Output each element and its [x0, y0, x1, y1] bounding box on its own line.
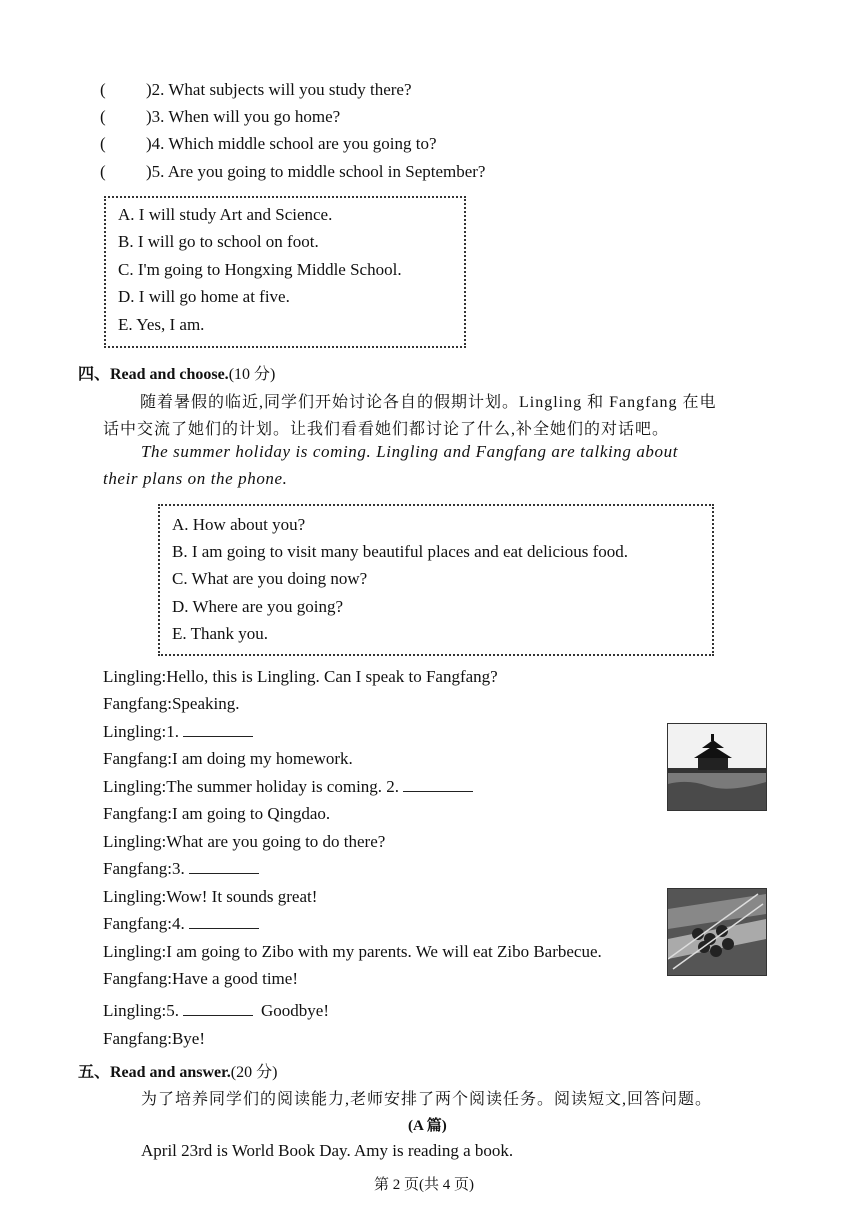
option-c: C. I'm going to Hongxing Middle School. — [118, 260, 402, 279]
answer-blank-5[interactable] — [183, 1001, 253, 1016]
answer-blank-4[interactable] — [189, 914, 259, 929]
option-c: C. What are you doing now? — [172, 569, 368, 588]
option-e: E. Thank you. — [172, 624, 269, 643]
answer-blank-2[interactable] — [403, 777, 473, 792]
dialogue-line: Lingling:Hello, this is Lingling. Can I speak to Fangfang? — [103, 667, 498, 686]
dialogue-line: Lingling:5. Goodbye! — [103, 1001, 330, 1020]
question-4: ( )4. Which middle school are you going to? — [100, 134, 437, 153]
option-e: E. Yes, I am. — [118, 315, 205, 334]
question-3: ( )3. When will you go home? — [100, 107, 341, 126]
option-b: B. I am going to visit many beautiful places and eat delicious food. — [172, 542, 629, 561]
dialogue-line: Fangfang:I am doing my homework. — [103, 749, 353, 768]
section-4-en-line-2: their plans on the phone. — [103, 469, 288, 488]
zibo-barbecue-photo — [667, 888, 767, 976]
option-d: D. Where are you going? — [172, 597, 344, 616]
dialogue-line: Lingling:1. — [103, 722, 253, 742]
option-a: A. How about you? — [172, 515, 306, 534]
options-box-1 — [104, 196, 466, 348]
dialogue-line: Fangfang:4. — [103, 914, 259, 934]
answer-blank-1[interactable] — [183, 722, 253, 737]
dialogue-line: Fangfang:Speaking. — [103, 694, 240, 713]
option-d: D. I will go home at five. — [118, 287, 290, 306]
option-a: A. I will study Art and Science. — [118, 205, 333, 224]
question-2: ( )2. What subjects will you study there? — [100, 80, 412, 99]
question-5: ( )5. Are you going to middle school in September? — [100, 162, 486, 181]
section-4-en-line-1: The summer holiday is coming. Lingling and Fangfang are talking about — [141, 442, 679, 461]
section-4-title: 四、Read and choose.(10 分) — [78, 366, 276, 383]
option-b: B. I will go to school on foot. — [118, 232, 319, 251]
dialogue-line: Lingling:The summer holiday is coming. 2. — [103, 777, 473, 797]
answer-blank-3[interactable] — [189, 859, 259, 874]
dialogue-line: Lingling:Wow! It sounds great! — [103, 887, 318, 906]
passage-a-first-line: April 23rd is World Book Day. Amy is reading a book. — [141, 1141, 514, 1160]
dialogue-line: Lingling:What are you going to do there? — [103, 832, 386, 851]
dialogue-line: Fangfang:Bye! — [103, 1029, 205, 1048]
section-5-title: 五、Read and answer.(20 分) — [78, 1064, 278, 1081]
passage-a-title: (A 篇) — [408, 1118, 447, 1134]
dialogue-line: Fangfang:Have a good time! — [103, 969, 298, 988]
section-5-instructions: 为了培养同学们的阅读能力,老师安排了两个阅读任务。阅读短文,回答问题。 — [141, 1091, 713, 1108]
page-number: 第 2 页(共 4 页) — [374, 1177, 474, 1193]
qingdao-pier-photo — [667, 723, 767, 811]
options-box-2 — [158, 504, 714, 656]
dialogue-line: Fangfang:I am going to Qingdao. — [103, 804, 331, 823]
dialogue-line: Fangfang:3. — [103, 859, 259, 879]
section-4-cn-line-1: 随着暑假的临近,同学们开始讨论各自的假期计划。Lingling 和 Fangfang 在电 — [140, 394, 717, 411]
section-4-cn-line-2: 话中交流了她们的计划。让我们看看她们都讨论了什么,补全她们的对话吧。 — [103, 421, 670, 438]
dialogue-line: Lingling:I am going to Zibo with my parents. We will eat Zibo Barbecue. — [103, 942, 602, 961]
